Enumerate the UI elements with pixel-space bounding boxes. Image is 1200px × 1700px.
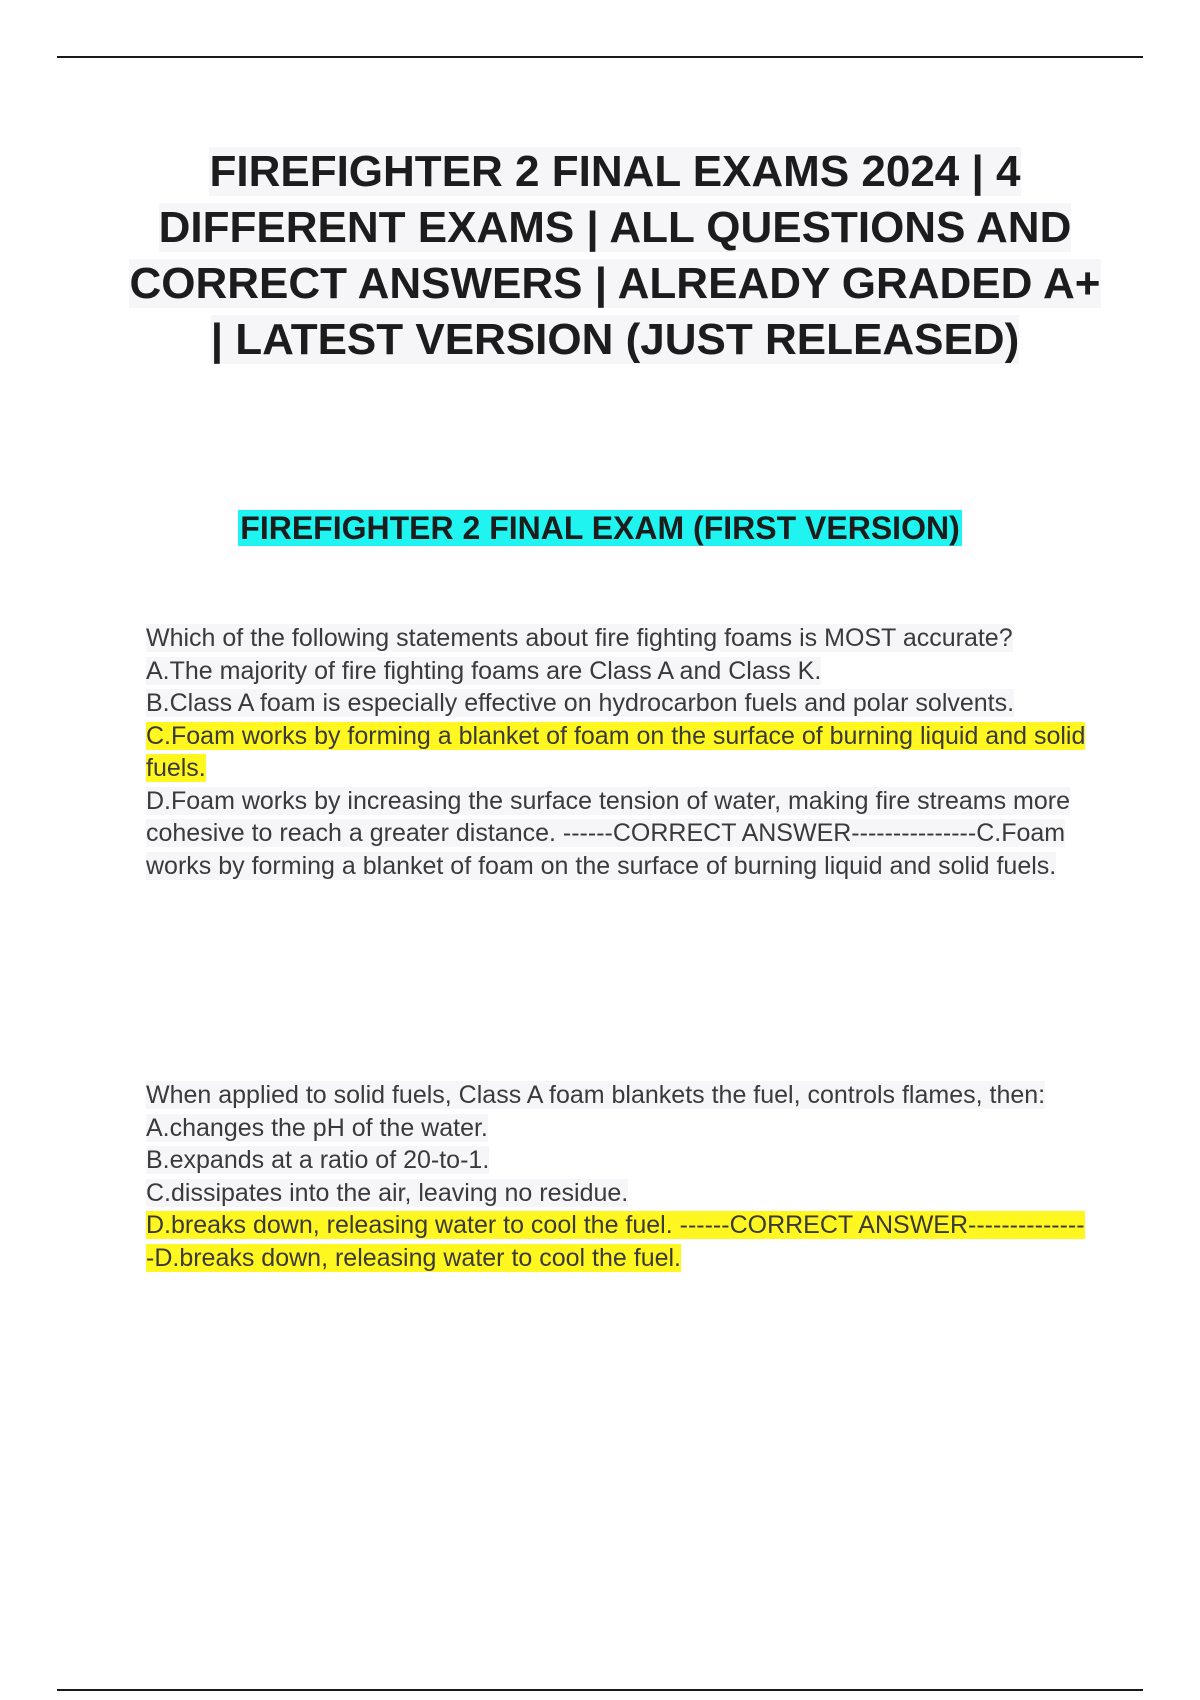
- top-divider: [57, 56, 1143, 58]
- question-prompt: Which of the following statements about fire fighting foams is MOST accurate?: [146, 624, 1013, 652]
- answer-option-d: D.Foam works by increasing the surface tension of water, making fire streams more cohesive to reach a greater distance. ------CORRECT ANSWER---------------C.Foam works by forming a blanket of foam on the surface of burning liquid and solid fuels.: [146, 786, 1070, 880]
- question-prompt: When applied to solid fuels, Class A foam blankets the fuel, controls flames, then:: [146, 1081, 1046, 1109]
- document-title-text: FIREFIGHTER 2 FINAL EXAMS 2024 | 4 DIFFERENT EXAMS | ALL QUESTIONS AND CORRECT ANSWERS | ALREADY GRADED A+ | LATEST VERSION (JUST RELEASED): [129, 147, 1101, 364]
- answer-option-a: A.changes the pH of the water.: [146, 1113, 488, 1142]
- answer-option-a: A.The majority of fire fighting foams are Class A and Class K.: [146, 656, 822, 685]
- answer-option-b: B.expands at a ratio of 20-to-1.: [146, 1146, 490, 1174]
- answer-option-c: C.dissipates into the air, leaving no residue.: [146, 1178, 629, 1207]
- question-block: [146, 1079, 1091, 1274]
- bottom-divider: [57, 1689, 1143, 1691]
- answer-option-d-highlighted: D.breaks down, releasing water to cool the fuel. ------CORRECT ANSWER---------------D.breaks down, releasing water to cool the fuel.: [146, 1211, 1085, 1272]
- section-heading: [0, 506, 1200, 550]
- document-title: [120, 144, 1110, 368]
- answer-option-c-highlighted: C.Foam works by forming a blanket of foam on the surface of burning liquid and solid fuels.: [146, 721, 1086, 782]
- section-heading-text: FIREFIGHTER 2 FINAL EXAM (FIRST VERSION): [240, 510, 960, 546]
- question-block: [146, 622, 1091, 882]
- answer-option-b: B.Class A foam is especially effective on hydrocarbon fuels and polar solvents.: [146, 689, 1015, 717]
